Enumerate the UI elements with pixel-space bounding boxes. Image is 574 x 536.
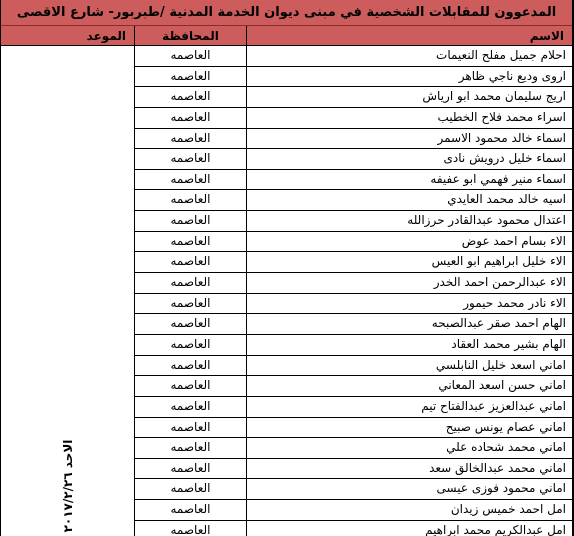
cell-name[interactable]: اسماء خالد محمود الاسمر — [246, 129, 572, 149]
table-row[interactable] — [134, 438, 572, 459]
table-row[interactable] — [134, 46, 572, 67]
cell-name[interactable]: اماني عصام يونس صبيح — [246, 418, 572, 438]
cell-governorate[interactable]: العاصمه — [134, 108, 246, 128]
cell-name[interactable]: اماني محمود فوزى عيسى — [246, 479, 572, 499]
table-row[interactable] — [134, 87, 572, 108]
table-row[interactable] — [134, 190, 572, 211]
cell-governorate[interactable]: العاصمه — [134, 67, 246, 87]
sheet-title: المدعوون للمقابلات الشخصية في مبنى ديوان الخدمة المدنية /طبربور- شارع الاقصى — [1, 0, 572, 26]
cell-governorate[interactable]: العاصمه — [134, 335, 246, 355]
cell-governorate[interactable]: العاصمه — [134, 479, 246, 499]
cell-name[interactable]: اماني اسعد خليل النابلسي — [246, 356, 572, 376]
cell-name[interactable]: اريج سليمان محمد ابو ارياش — [246, 87, 572, 107]
column-header-governorate: المحافظة — [134, 26, 246, 46]
table-row[interactable] — [134, 149, 572, 170]
date-column — [1, 46, 134, 536]
cell-name[interactable]: احلام جميل مفلح النعيمات — [246, 46, 572, 66]
table-row[interactable] — [134, 335, 572, 356]
table-row[interactable] — [134, 273, 572, 294]
cell-name[interactable]: اماني عبدالعزيز عبدالفتاح تيم — [246, 397, 572, 417]
cell-name[interactable]: اسراء محمد فلاح الخطيب — [246, 108, 572, 128]
cell-governorate[interactable]: العاصمه — [134, 46, 246, 66]
cell-governorate[interactable]: العاصمه — [134, 87, 246, 107]
table-row[interactable] — [134, 211, 572, 232]
cell-name[interactable]: اماني محمد شحاده علي — [246, 438, 572, 458]
cell-governorate[interactable]: العاصمه — [134, 149, 246, 169]
table-row[interactable] — [134, 479, 572, 500]
cell-name[interactable]: الاء بسام احمد عوض — [246, 232, 572, 252]
cell-governorate[interactable]: العاصمه — [134, 521, 246, 536]
cell-governorate[interactable]: العاصمه — [134, 459, 246, 479]
column-header-row — [1, 26, 572, 46]
table-body — [1, 46, 572, 536]
cell-name[interactable]: اروى وديع ناجي ظاهر — [246, 67, 572, 87]
table-row[interactable] — [134, 376, 572, 397]
cell-governorate[interactable]: العاصمه — [134, 397, 246, 417]
cell-name[interactable]: اسماء خليل درويش نادى — [246, 149, 572, 169]
cell-governorate[interactable]: العاصمه — [134, 170, 246, 190]
cell-governorate[interactable]: العاصمه — [134, 500, 246, 520]
table-row[interactable] — [134, 500, 572, 521]
table-row[interactable] — [134, 170, 572, 191]
cell-governorate[interactable]: العاصمه — [134, 356, 246, 376]
cell-name[interactable]: اسيه خالد محمد العايدي — [246, 190, 572, 210]
cell-governorate[interactable]: العاصمه — [134, 232, 246, 252]
cell-name[interactable]: اسماء منير فهمي ابو عفيفه — [246, 170, 572, 190]
table-row[interactable] — [134, 252, 572, 273]
cell-name[interactable]: الهام احمد صقر عبدالصبحه — [246, 314, 572, 334]
cell-governorate[interactable]: العاصمه — [134, 252, 246, 272]
cell-governorate[interactable]: العاصمه — [134, 438, 246, 458]
appointment-date: الاحد ٢٠١٧/٢/٢٦ — [60, 439, 75, 533]
cell-name[interactable]: امل عبدالكريم محمد ابراهيم — [246, 521, 572, 536]
cell-governorate[interactable]: العاصمه — [134, 129, 246, 149]
cell-governorate[interactable]: العاصمه — [134, 418, 246, 438]
cell-name[interactable]: الاء نادر محمد حيمور — [246, 294, 572, 314]
cell-name[interactable]: امل احمد خميس زيدان — [246, 500, 572, 520]
cell-governorate[interactable]: العاصمه — [134, 190, 246, 210]
cell-name[interactable]: اماني حسن اسعد المعاني — [246, 376, 572, 396]
cell-governorate[interactable]: العاصمه — [134, 314, 246, 334]
column-header-date: الموعد — [86, 29, 126, 43]
column-header-name: الاسم — [246, 26, 572, 46]
table-row[interactable] — [134, 418, 572, 439]
table-row[interactable] — [134, 67, 572, 88]
cell-name[interactable]: الهام بشير محمد العقاد — [246, 335, 572, 355]
table-row[interactable] — [134, 232, 572, 253]
table-row[interactable] — [134, 356, 572, 377]
table-row[interactable] — [134, 397, 572, 418]
cell-governorate[interactable]: العاصمه — [134, 376, 246, 396]
cell-name[interactable]: الاء خليل ابراهيم ابو العيس — [246, 252, 572, 272]
cell-name[interactable]: اماني محمد عبدالخالق سعد — [246, 459, 572, 479]
cell-governorate[interactable]: العاصمه — [134, 294, 246, 314]
table-row[interactable] — [134, 459, 572, 480]
cell-governorate[interactable]: العاصمه — [134, 273, 246, 293]
table-row[interactable] — [134, 314, 572, 335]
cell-name[interactable]: اعتدال محمود عبدالقادر حرزالله — [246, 211, 572, 231]
rows-container — [134, 46, 572, 536]
table-row[interactable] — [134, 521, 572, 536]
table-row[interactable] — [134, 294, 572, 315]
table-row[interactable] — [134, 108, 572, 129]
table-row[interactable] — [134, 129, 572, 150]
cell-governorate[interactable]: العاصمه — [134, 211, 246, 231]
cell-name[interactable]: الاء عبدالرحمن احمد الخدر — [246, 273, 572, 293]
